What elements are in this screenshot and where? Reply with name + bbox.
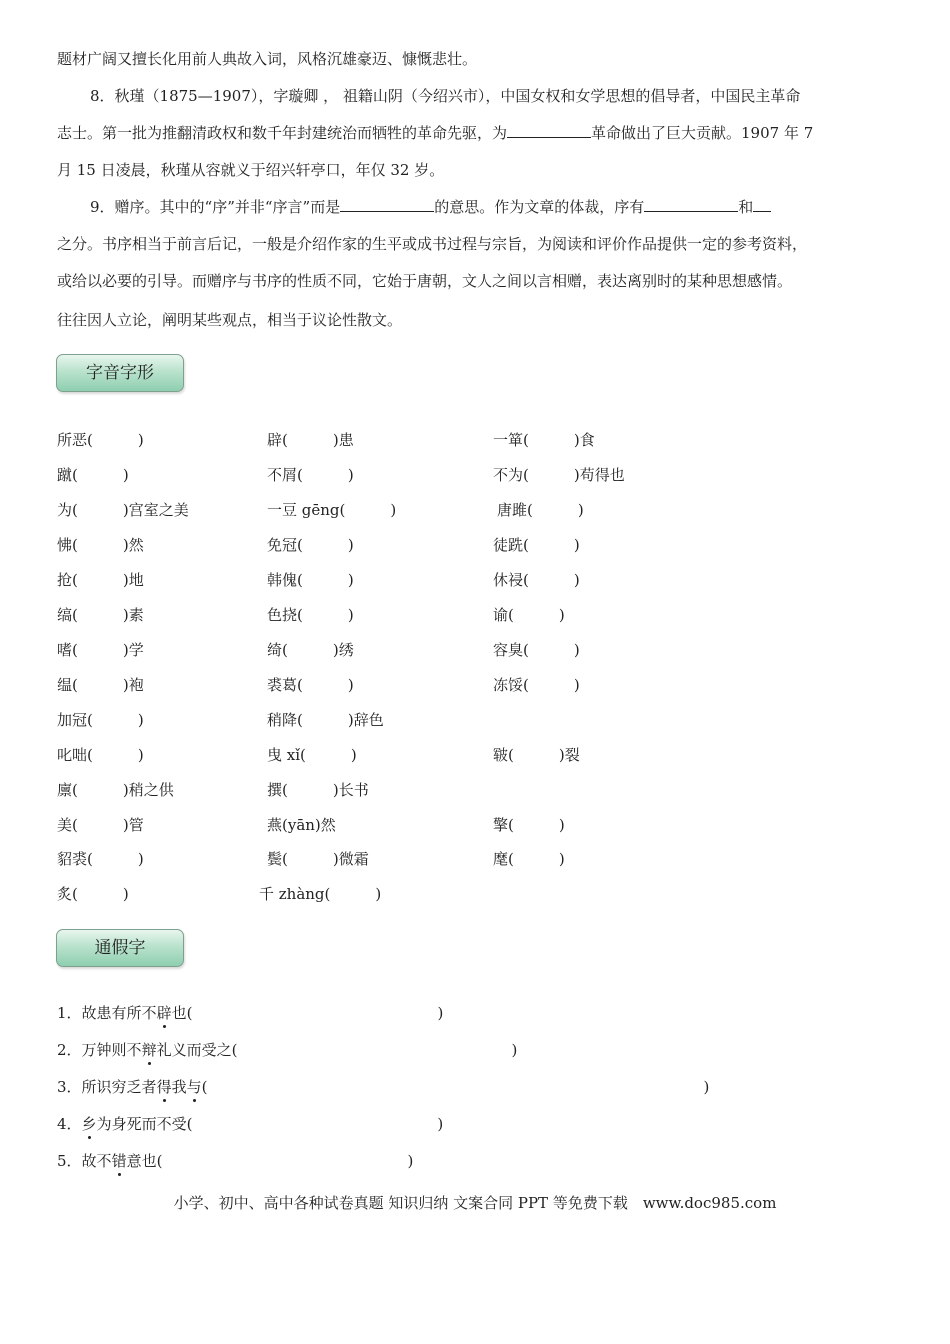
vocab-item: 缟( )素 bbox=[57, 606, 144, 624]
item-number: 5． bbox=[57, 1152, 82, 1170]
para-9-text-b: 的意思。作为文章的体裁，序有 bbox=[434, 198, 645, 216]
tongjia-item-1 bbox=[57, 1003, 443, 1023]
item-number: 4． bbox=[57, 1115, 82, 1133]
tongjia-item-3 bbox=[57, 1077, 709, 1097]
para-9-line-3: 或给以必要的引导。而赠序与书序的性质不同，它始于唐朝，文人之间以言相赠，表达离别时的某种思想感情。 bbox=[57, 272, 793, 290]
item-text: ( bbox=[201, 1078, 208, 1096]
vocab-item: 一豆 gēng( ) bbox=[267, 501, 397, 519]
item-number: 1． bbox=[57, 1004, 82, 1022]
vocab-item: 撰( )长书 bbox=[267, 781, 369, 799]
para-8-line-3: 月 15 日凌晨，秋瑾从容就义于绍兴轩亭口，年仅 32 岁。 bbox=[57, 161, 445, 179]
section-title-pronunciation: 字音字形 bbox=[56, 354, 184, 392]
vocab-item: 不屑( ) bbox=[267, 466, 354, 484]
vocab-item: 貂裘( ) bbox=[57, 850, 144, 868]
dotted-char: 辩 bbox=[141, 1041, 157, 1059]
vocab-item: 叱咄( ) bbox=[57, 746, 144, 764]
item-text: 万钟则不 bbox=[81, 1041, 142, 1059]
vocab-item: 抢( )地 bbox=[57, 571, 144, 589]
vocab-item: 稍降( )辞色 bbox=[267, 711, 384, 729]
intro-line-1: 题材广阔又擅长化用前人典故入词，风格沉雄豪迈、慷慨悲壮。 bbox=[57, 50, 478, 68]
vocab-item: 色挠( ) bbox=[267, 606, 354, 624]
item-text: ) bbox=[407, 1152, 414, 1170]
vocab-item: 美( )管 bbox=[57, 816, 144, 834]
para-8-line-1: 8．秋瑾（1875—1907），字璇卿 ， 祖籍山阴（今绍兴市），中国女权和女学思想的倡导者，中国民主革命 bbox=[90, 87, 801, 105]
answer-blank[interactable] bbox=[753, 197, 771, 212]
item-text: 故患有所不 bbox=[81, 1004, 157, 1022]
vocab-item: 鬓( )微霜 bbox=[267, 850, 369, 868]
vocab-item: 缊( )袍 bbox=[57, 676, 144, 694]
item-text: 礼义而受之( bbox=[156, 1041, 238, 1059]
item-text: 故不 bbox=[81, 1152, 112, 1170]
section-title-tongjia: 通假字 bbox=[56, 929, 184, 967]
vocab-item: 千 zhàng( ) bbox=[259, 885, 382, 903]
item-text: 所识穷乏者 bbox=[81, 1078, 157, 1096]
para-9-line-1 bbox=[90, 197, 771, 217]
vocab-item: 容臭( ) bbox=[493, 641, 580, 659]
vocab-item: 徒跣( ) bbox=[493, 536, 580, 554]
vocab-item: 不为( )苟得也 bbox=[493, 466, 625, 484]
item-text: ) bbox=[437, 1115, 444, 1133]
dotted-char: 辟 bbox=[156, 1004, 172, 1022]
vocab-item: 唐雎( ) bbox=[497, 501, 584, 519]
tongjia-item-5 bbox=[57, 1151, 413, 1171]
vocab-item: 为( )宫室之美 bbox=[57, 501, 189, 519]
para-8-text-b: 革命做出了巨大贡献。1907 年 7 bbox=[591, 124, 814, 142]
dotted-char: 与 bbox=[186, 1078, 202, 1096]
item-text: 为身死而不受( bbox=[96, 1115, 193, 1133]
item-text: ) bbox=[511, 1041, 518, 1059]
vocab-item: 所恶( ) bbox=[57, 431, 144, 449]
vocab-item: 韩傀( ) bbox=[267, 571, 354, 589]
vocab-item: 嗜( )学 bbox=[57, 641, 144, 659]
dotted-char: 得 bbox=[156, 1078, 172, 1096]
item-number: 2． bbox=[57, 1041, 82, 1059]
tongjia-item-2 bbox=[57, 1040, 517, 1060]
answer-blank[interactable] bbox=[340, 197, 434, 212]
vocab-item: 廪( )稍之供 bbox=[57, 781, 174, 799]
para-9-text-c: 和 bbox=[738, 198, 754, 216]
vocab-item: 辟( )患 bbox=[267, 431, 354, 449]
item-number: 3． bbox=[57, 1078, 82, 1096]
tongjia-item-4 bbox=[57, 1114, 443, 1134]
item-text: 我 bbox=[171, 1078, 187, 1096]
answer-blank[interactable] bbox=[644, 197, 738, 212]
footer-text: 小学、初中、高中各种试卷真题 知识归纳 文案合同 PPT 等免费下载 www.doc985.com bbox=[173, 1194, 777, 1212]
answer-blank[interactable] bbox=[507, 123, 591, 138]
item-text: ) bbox=[703, 1078, 710, 1096]
vocab-item: 休祲( ) bbox=[493, 571, 580, 589]
para-9-text-a: 9．赠序。其中的“序”并非“序言”而是 bbox=[90, 198, 341, 216]
vocab-item: 皲( )裂 bbox=[493, 746, 580, 764]
dotted-char: 乡 bbox=[81, 1115, 97, 1133]
vocab-item: 麾( ) bbox=[493, 850, 565, 868]
para-9-line-4: 往往因人立论，阐明某些观点，相当于议论性散文。 bbox=[57, 311, 403, 329]
item-text: 也( bbox=[171, 1004, 193, 1022]
item-text: 意也( bbox=[126, 1152, 163, 1170]
vocab-item: 怫( )然 bbox=[57, 536, 144, 554]
vocab-item: 绮( )绣 bbox=[267, 641, 354, 659]
vocab-item: 擎( ) bbox=[493, 816, 565, 834]
para-8-text-a: 志士。第一批为推翻清政权和数千年封建统治而牺牲的革命先驱，为 bbox=[57, 124, 508, 142]
vocab-item: 曳 xǐ( ) bbox=[267, 746, 357, 764]
para-8-line-2 bbox=[57, 123, 813, 143]
dotted-char: 错 bbox=[111, 1152, 127, 1170]
vocab-item: 蹴( ) bbox=[57, 466, 129, 484]
vocab-item: 裘葛( ) bbox=[267, 676, 354, 694]
vocab-item: 加冠( ) bbox=[57, 711, 144, 729]
item-text: ) bbox=[437, 1004, 444, 1022]
vocab-item: 燕(yān)然 bbox=[267, 816, 336, 834]
vocab-item: 冻馁( ) bbox=[493, 676, 580, 694]
para-9-line-2: 之分。书序相当于前言后记，一般是介绍作家的生平或成书过程与宗旨，为阅读和评价作品提供一定的参考资料， bbox=[57, 235, 808, 253]
vocab-item: 免冠( ) bbox=[267, 536, 354, 554]
vocab-item: 一箪( )食 bbox=[493, 431, 595, 449]
vocab-item: 谕( ) bbox=[493, 606, 565, 624]
vocab-item: 炙( ) bbox=[57, 885, 129, 903]
